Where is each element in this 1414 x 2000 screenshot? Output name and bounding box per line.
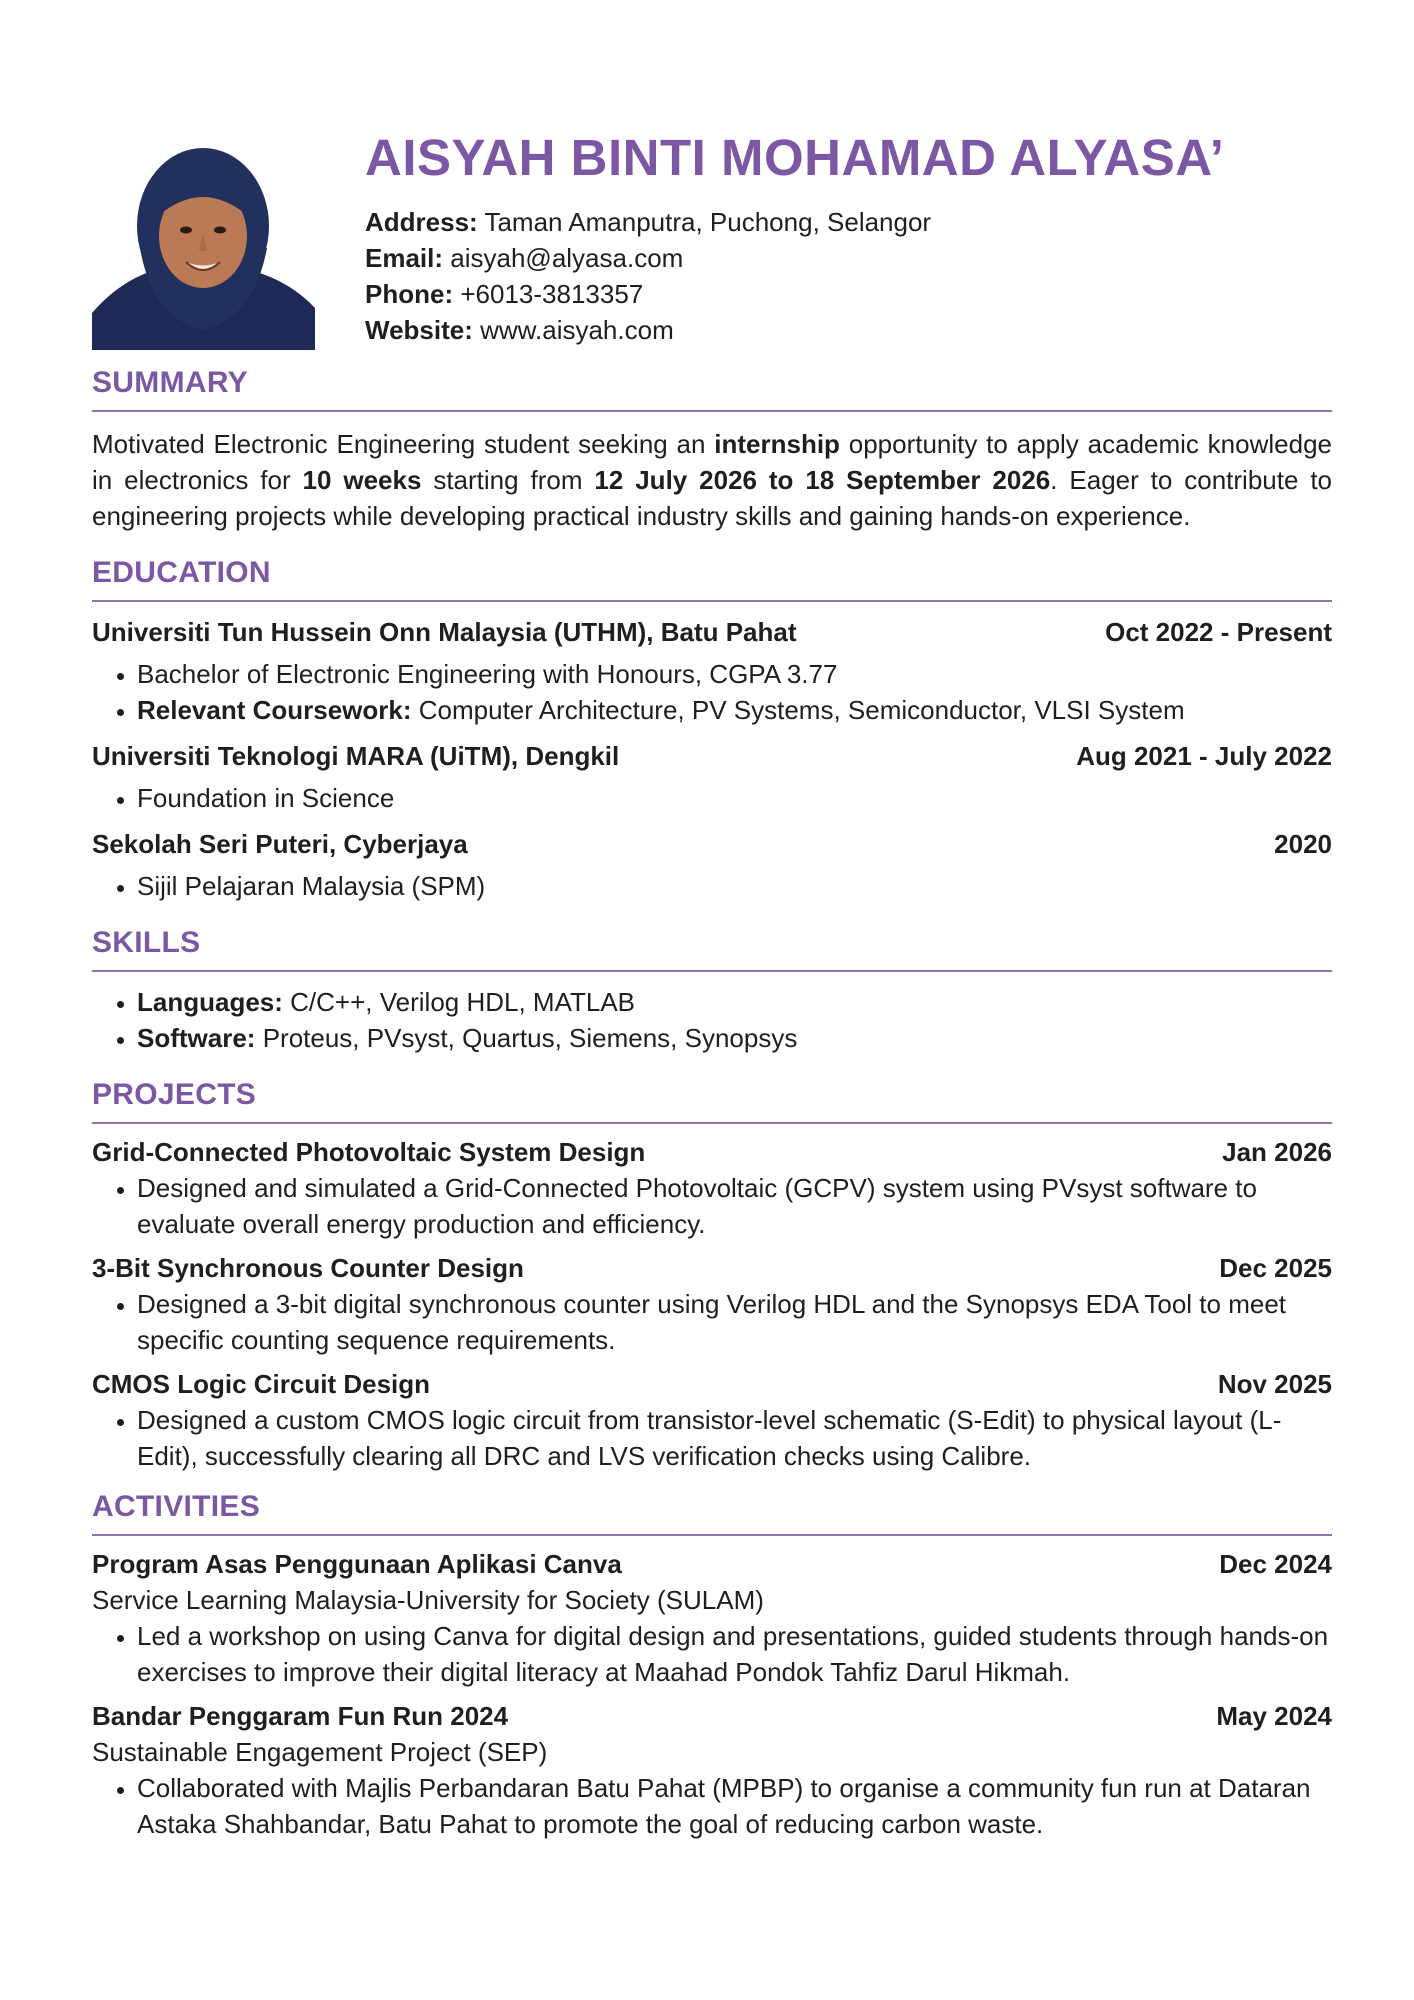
list-item: • Designed and simulated a Grid-Connected Photovoltaic (GCPV) system using PVsyst software to evaluate overall energy production and efficiency. [137,1170,1332,1242]
section-title: SUMMARY [92,366,1332,412]
summary-section [92,366,1332,534]
list-item: • Software: Proteus, PVsyst, Quartus, Siemens, Synopsys [137,1020,1332,1056]
contact-value: +6013-3813357 [460,279,644,309]
contact-info [365,204,931,348]
profile-photo [92,138,315,350]
contact-label: Phone: [365,279,454,309]
list-item: • Led a workshop on using Canva for digital design and presentations, guided students through hands-on exercises to improve their digital literacy at Maahad Pondok Tahfiz Darul Hikmah. [137,1618,1332,1690]
summary-text: Motivated Electronic Engineering student seeking an internship opportunity to apply academic knowledge in electronics for 10 weeks starting from 12 July 2026 to 18 September 2026. Eager to contribute to engineering projects while developing practical industry skills and gaining hands-on experience. [92,429,1333,531]
contact-value[interactable]: aisyah@alyasa.com [450,243,684,273]
resume-header [92,0,1332,366]
activity-org: Sustainable Engagement Project (SEP) [92,1737,548,1767]
project-entry [92,1366,1332,1474]
skills-section [92,926,1332,1056]
contact-label: Email: [365,243,444,273]
entry-date: Nov 2025 [1217,1369,1332,1399]
activity-name: Program Asas Penggunaan Aplikasi Canva [92,1549,622,1579]
candidate-name: AISYAH BINTI MOHAMAD ALYASA’ [365,129,1225,186]
list-item: • Collaborated with Majlis Perbandaran Batu Pahat (MPBP) to organise a community fun run at Dataran Astaka Shahbandar, Batu Pahat to promote the goal of reducing carbon waste. [137,1770,1332,1842]
contact-email [365,240,931,276]
contact-website [365,312,931,348]
section-title: ACTIVITIES [92,1490,1332,1536]
activities-section [92,1490,1332,1842]
project-name: CMOS Logic Circuit Design [92,1369,431,1399]
project-entry [92,1250,1332,1358]
school-name: Sekolah Seri Puteri, Cyberjaya [92,829,468,859]
projects-section [92,1078,1332,1474]
activity-org: Service Learning Malaysia-University for Society (SULAM) [92,1585,764,1615]
entry-date: May 2024 [1216,1701,1332,1731]
list-item: • Foundation in Science [137,780,1332,816]
contact-value: Taman Amanputra, Puchong, Selangor [484,207,932,237]
section-title: EDUCATION [92,556,1332,602]
education-entry [92,738,1332,816]
activity-entry [92,1698,1332,1842]
school-name: Universiti Teknologi MARA (UiTM), Dengkil [92,741,620,771]
list-item: • Bachelor of Electronic Engineering with Honours, CGPA 3.77 [137,656,1332,692]
section-title: SKILLS [92,926,1332,972]
contact-label: Website: [365,315,473,345]
education-section [92,556,1332,904]
education-entry [92,826,1332,904]
entry-date: Aug 2021 - July 2022 [1076,741,1332,771]
contact-label: Address: [365,207,478,237]
education-entry [92,614,1332,728]
contact-value[interactable]: www.aisyah.com [480,315,674,345]
entry-date: Dec 2025 [1219,1253,1332,1283]
list-item: • Sijil Pelajaran Malaysia (SPM) [137,868,1332,904]
project-name: 3-Bit Synchronous Counter Design [92,1253,524,1283]
section-title: PROJECTS [92,1078,1332,1124]
list-item: • Designed a custom CMOS logic circuit from transistor-level schematic (S-Edit) to physical layout (L-Edit), successfully clearing all DRC and LVS verification checks using Calibre. [137,1402,1332,1474]
contact-address [365,204,931,240]
project-name: Grid-Connected Photovoltaic System Design [92,1137,646,1167]
activity-name: Bandar Penggaram Fun Run 2024 [92,1701,509,1731]
contact-phone [365,276,931,312]
list-item: • Relevant Coursework: Computer Architecture, PV Systems, Semiconductor, VLSI System [137,692,1332,728]
activity-entry [92,1546,1332,1690]
list-item: • Languages: C/C++, Verilog HDL, MATLAB [137,984,1332,1020]
school-name: Universiti Tun Hussein Onn Malaysia (UTHM), Batu Pahat [92,617,797,647]
entry-date: Oct 2022 - Present [1105,617,1332,647]
list-item: • Designed a 3-bit digital synchronous counter using Verilog HDL and the Synopsys EDA Tool to meet specific counting sequence requirements. [137,1286,1332,1358]
entry-date: Jan 2026 [1222,1137,1332,1167]
entry-date: Dec 2024 [1219,1549,1332,1579]
entry-date: 2020 [1274,829,1332,859]
project-entry [92,1134,1332,1242]
